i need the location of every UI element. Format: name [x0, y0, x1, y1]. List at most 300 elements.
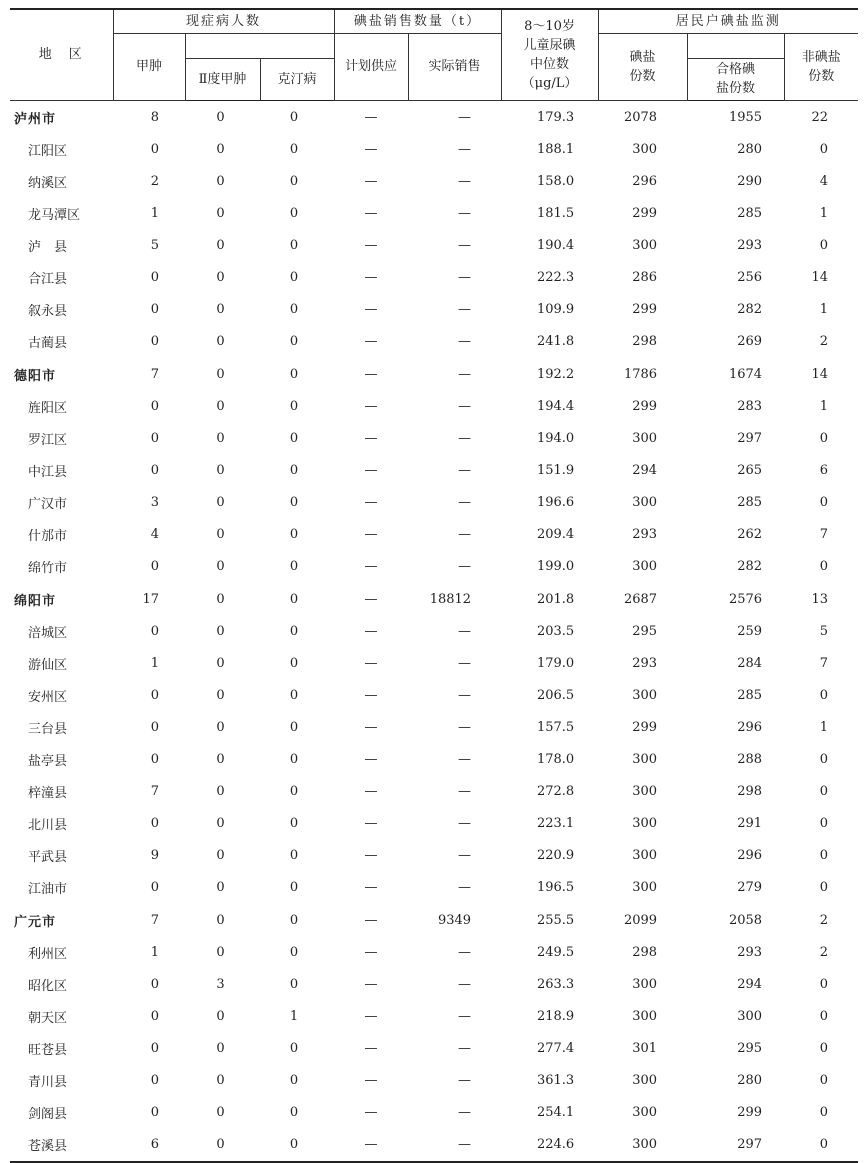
table-body	[10, 100, 858, 1162]
urine-iodine-cell: 201.8	[536, 591, 575, 607]
kashin-cell: 0	[289, 848, 299, 863]
region-cell: 涪城区	[28, 626, 68, 641]
region-cell: 江阳区	[28, 144, 68, 159]
header-qualified-line-2: 盐份数	[716, 81, 756, 96]
table-row	[10, 712, 858, 744]
goiter-cell: 6	[113, 1129, 185, 1162]
non-iodized-cell: 4	[819, 174, 829, 189]
non-iodized-cell: 2	[819, 945, 829, 960]
kashin-cell: 0	[289, 1105, 299, 1120]
region-cell: 平武县	[28, 850, 68, 865]
qualified-count-cell: 295	[737, 1041, 763, 1056]
city-row	[10, 583, 858, 616]
actual-cell: —	[458, 559, 472, 574]
urine-iodine-cell: 109.9	[536, 302, 575, 317]
goiter-ii-cell: 0	[216, 431, 225, 446]
actual-cell: —	[458, 752, 472, 767]
urine-iodine-cell: 241.8	[536, 334, 575, 349]
goiter-ii-cell: 0	[216, 1009, 225, 1024]
table-row	[10, 872, 858, 904]
goiter-ii-cell: 0	[216, 848, 225, 863]
region-cell: 江油市	[28, 882, 68, 897]
planned-cell: —	[334, 1129, 408, 1162]
goiter-cell: 17	[142, 591, 159, 607]
kashin-cell: 0	[289, 816, 299, 831]
non-iodized-cell: 0	[819, 559, 829, 574]
non-iodized-cell: 0	[819, 495, 829, 510]
actual-cell: 18812	[429, 591, 472, 607]
actual-cell: —	[458, 399, 472, 414]
goiter-cell: 7	[150, 366, 159, 382]
planned-cell: —	[364, 238, 378, 253]
region-cell: 昭化区	[28, 979, 68, 994]
kashin-cell: 0	[289, 559, 299, 574]
header-goiter-subgroup	[185, 33, 334, 58]
iodized-count-cell: 295	[632, 624, 658, 639]
non-iodized-cell: 1	[819, 302, 829, 317]
city-row	[10, 358, 858, 391]
qualified-count-cell: 300	[737, 1009, 763, 1024]
table-row	[10, 519, 858, 551]
urine-iodine-cell: 249.5	[536, 945, 575, 960]
goiter-cell: 0	[150, 270, 159, 285]
kashin-cell: 1	[289, 1009, 299, 1024]
header-non-line-1: 非碘盐	[801, 49, 841, 65]
iodized-count-cell: 300	[632, 977, 658, 992]
kashin-cell: 0	[289, 495, 299, 510]
goiter-cell: 3	[150, 495, 159, 510]
planned-cell: —	[364, 912, 378, 928]
goiter-cell: 8	[150, 109, 159, 125]
urine-iodine-cell: 194.4	[536, 399, 575, 414]
non-iodized-cell: 13	[811, 591, 829, 607]
urine-iodine-cell: 224.6	[501, 1129, 598, 1162]
iodized-count-cell: 300	[632, 495, 658, 510]
planned-cell: —	[364, 752, 378, 767]
goiter-cell: 0	[150, 431, 159, 446]
urine-iodine-cell: 254.1	[536, 1105, 575, 1120]
table-row	[10, 937, 858, 969]
city-row	[10, 100, 858, 134]
iodized-count-cell: 300	[632, 752, 658, 767]
goiter-ii-cell: 0	[216, 366, 225, 382]
kashin-cell: 0	[289, 752, 299, 767]
goiter-ii-cell: 0	[216, 559, 225, 574]
goiter-ii-cell: 0	[216, 174, 225, 189]
actual-cell: —	[458, 1041, 472, 1056]
iodized-count-cell: 300	[632, 848, 658, 863]
goiter-ii-cell: 0	[216, 656, 225, 671]
table-row	[10, 294, 858, 326]
goiter-ii-cell: 0	[216, 527, 225, 542]
goiter-cell: 0	[150, 1041, 159, 1056]
goiter-ii-cell: 0	[185, 1129, 260, 1162]
iodized-count-cell: 300	[632, 559, 658, 574]
header-urine-line-1: 8～10岁	[524, 18, 575, 34]
goiter-cell: 1	[150, 206, 159, 221]
qualified-count-cell: 280	[737, 1073, 763, 1088]
goiter-ii-cell: 0	[216, 302, 225, 317]
urine-iodine-cell: 203.5	[536, 624, 575, 639]
goiter-ii-cell: 0	[216, 591, 225, 607]
iodized-count-cell: 300	[632, 816, 658, 831]
urine-iodine-cell: 179.3	[536, 109, 575, 125]
goiter-ii-cell: 0	[216, 270, 225, 285]
goiter-cell: 0	[150, 302, 159, 317]
urine-iodine-cell: 192.2	[536, 366, 575, 382]
goiter-ii-cell: 3	[216, 977, 225, 992]
goiter-ii-cell: 0	[216, 1041, 225, 1056]
region-cell: 广元市	[14, 914, 57, 930]
table-row	[10, 487, 858, 519]
qualified-count-cell: 290	[737, 174, 763, 189]
qualified-count-cell: 283	[737, 399, 763, 414]
qualified-count-cell: 291	[737, 816, 763, 831]
iodized-count-cell: 299	[632, 399, 658, 414]
qualified-count-cell: 2058	[728, 912, 763, 928]
planned-cell: —	[364, 174, 378, 189]
urine-iodine-cell: 361.3	[536, 1073, 575, 1088]
kashin-cell: 0	[289, 591, 299, 607]
urine-iodine-cell: 188.1	[536, 142, 575, 157]
header-qualified-spacer	[687, 33, 784, 58]
kashin-cell: 0	[289, 688, 299, 703]
goiter-ii-cell: 0	[216, 334, 225, 349]
urine-iodine-cell: 218.9	[536, 1009, 575, 1024]
goiter-ii-cell: 0	[216, 238, 225, 253]
actual-cell: —	[458, 848, 472, 863]
header-cases-group: 现症病人数	[113, 9, 334, 33]
qualified-count-cell: 282	[737, 559, 763, 574]
goiter-cell: 0	[150, 1009, 159, 1024]
table-row	[10, 776, 858, 808]
kashin-cell: 0	[289, 945, 299, 960]
iodized-count-cell: 299	[632, 206, 658, 221]
table-row	[10, 1065, 858, 1097]
goiter-ii-cell: 0	[216, 206, 225, 221]
table-row	[10, 648, 858, 680]
region-cell: 绵竹市	[28, 561, 68, 576]
qualified-count-cell: 294	[737, 977, 763, 992]
iodized-count-cell: 299	[632, 302, 658, 317]
actual-cell: —	[458, 977, 472, 992]
urine-iodine-cell: 223.1	[536, 816, 575, 831]
non-iodized-cell: 2	[819, 912, 829, 928]
goiter-cell: 0	[150, 720, 159, 735]
urine-iodine-cell: 157.5	[536, 720, 575, 735]
table-row	[10, 551, 858, 583]
table-row	[10, 840, 858, 872]
kashin-cell: 0	[260, 1129, 334, 1162]
header-urine-line-2: 儿童尿碘	[523, 37, 576, 53]
kashin-cell: 0	[289, 109, 299, 125]
region-cell: 什邡市	[28, 529, 68, 544]
planned-cell: —	[364, 784, 378, 799]
header-kashin: 克汀病	[260, 58, 334, 100]
header-iodized-count	[598, 33, 687, 100]
goiter-cell: 5	[150, 238, 159, 253]
goiter-ii-cell: 0	[216, 399, 225, 414]
non-iodized-cell: 1	[819, 399, 829, 414]
city-row	[10, 904, 858, 937]
qualified-count-cell: 269	[737, 334, 763, 349]
non-iodized-cell: 0	[819, 1073, 829, 1088]
header-goiter-ii: Ⅱ度甲肿	[185, 58, 260, 100]
actual-cell: —	[458, 270, 472, 285]
header-non-iodized	[784, 33, 858, 100]
header-sales-group: 碘盐销售数量（t）	[334, 9, 501, 33]
non-iodized-cell: 0	[819, 1009, 829, 1024]
goiter-cell: 1	[150, 945, 159, 960]
actual-cell: —	[458, 720, 472, 735]
goiter-ii-cell: 0	[216, 463, 225, 478]
goiter-cell: 0	[150, 816, 159, 831]
header-qualified	[687, 58, 784, 100]
urine-iodine-cell: 206.5	[536, 688, 575, 703]
region-cell: 泸 县	[28, 240, 68, 255]
table-row	[10, 1033, 858, 1065]
qualified-count-cell: 279	[737, 880, 763, 895]
goiter-ii-cell: 0	[216, 945, 225, 960]
header-monitor-group: 居民户碘盐监测	[598, 9, 858, 33]
qualified-count-cell: 265	[737, 463, 763, 478]
goiter-cell: 0	[150, 463, 159, 478]
kashin-cell: 0	[289, 366, 299, 382]
region-cell: 剑阁县	[28, 1107, 68, 1122]
qualified-count-cell: 259	[737, 624, 763, 639]
iodized-count-cell: 294	[632, 463, 658, 478]
goiter-cell: 1	[150, 656, 159, 671]
kashin-cell: 0	[289, 270, 299, 285]
region-cell: 纳溪区	[28, 176, 68, 191]
kashin-cell: 0	[289, 334, 299, 349]
urine-iodine-cell: 255.5	[536, 912, 575, 928]
planned-cell: —	[364, 559, 378, 574]
qualified-count-cell: 293	[737, 238, 763, 253]
kashin-cell: 0	[289, 720, 299, 735]
region-cell: 合江县	[28, 272, 68, 287]
iodized-count-cell: 300	[632, 880, 658, 895]
qualified-count-cell: 285	[737, 688, 763, 703]
urine-iodine-cell: 178.0	[536, 752, 575, 767]
non-iodized-cell: 22	[811, 109, 829, 125]
qualified-count-cell: 2576	[728, 591, 763, 607]
kashin-cell: 0	[289, 880, 299, 895]
goiter-cell: 0	[150, 688, 159, 703]
goiter-cell: 0	[150, 977, 159, 992]
goiter-cell: 0	[150, 1105, 159, 1120]
goiter-cell: 0	[150, 399, 159, 414]
region-cell: 北川县	[28, 818, 68, 833]
qualified-count-cell: 296	[737, 848, 763, 863]
iodized-count-cell: 300	[632, 431, 658, 446]
goiter-ii-cell: 0	[216, 784, 225, 799]
non-iodized-cell: 14	[811, 270, 829, 285]
planned-cell: —	[364, 206, 378, 221]
planned-cell: —	[364, 1073, 378, 1088]
non-iodized-cell: 0	[819, 238, 829, 253]
region-cell: 德阳市	[14, 368, 57, 384]
urine-iodine-cell: 263.3	[536, 977, 575, 992]
urine-iodine-cell: 220.9	[536, 848, 575, 863]
planned-cell: —	[364, 656, 378, 671]
iodized-count-cell: 300	[632, 1009, 658, 1024]
qualified-count-cell: 288	[737, 752, 763, 767]
iodized-count-cell: 1786	[623, 366, 658, 382]
kashin-cell: 0	[289, 302, 299, 317]
region-cell: 罗江区	[28, 433, 68, 448]
kashin-cell: 0	[289, 399, 299, 414]
planned-cell: —	[364, 109, 378, 125]
table-row	[10, 326, 858, 358]
table-row	[10, 134, 858, 166]
actual-cell: 9349	[437, 912, 472, 928]
non-iodized-cell: 0	[819, 816, 829, 831]
planned-cell: —	[364, 142, 378, 157]
non-iodized-cell: 0	[819, 688, 829, 703]
iodized-count-cell: 300	[632, 688, 658, 703]
iodine-report-table-wrapper	[10, 8, 858, 1163]
non-iodized-cell: 7	[819, 656, 829, 671]
qualified-count-cell: 293	[737, 945, 763, 960]
planned-cell: —	[364, 270, 378, 285]
kashin-cell: 0	[289, 527, 299, 542]
iodized-count-cell: 301	[632, 1041, 658, 1056]
table-row	[10, 391, 858, 423]
non-iodized-cell: 14	[811, 366, 829, 382]
goiter-ii-cell: 0	[216, 752, 225, 767]
non-iodized-cell: 2	[819, 334, 829, 349]
goiter-cell: 4	[150, 527, 159, 542]
actual-cell: —	[458, 688, 472, 703]
kashin-cell: 0	[289, 431, 299, 446]
table-header	[10, 9, 858, 100]
goiter-ii-cell: 0	[216, 495, 225, 510]
non-iodized-cell: 0	[819, 880, 829, 895]
non-iodized-cell: 0	[819, 848, 829, 863]
goiter-ii-cell: 0	[216, 688, 225, 703]
qualified-count-cell: 256	[737, 270, 763, 285]
qualified-count-cell: 297	[687, 1129, 784, 1162]
kashin-cell: 0	[289, 463, 299, 478]
kashin-cell: 0	[289, 206, 299, 221]
non-iodized-cell: 0	[819, 1041, 829, 1056]
header-iodized-line-1: 碘盐	[629, 49, 656, 65]
urine-iodine-cell: 181.5	[536, 206, 575, 221]
urine-iodine-cell: 277.4	[536, 1041, 575, 1056]
goiter-cell: 0	[150, 880, 159, 895]
table-row	[10, 230, 858, 262]
non-iodized-cell: 6	[819, 463, 829, 478]
non-iodized-cell: 0	[819, 784, 829, 799]
urine-iodine-cell: 151.9	[536, 463, 575, 478]
planned-cell: —	[364, 527, 378, 542]
planned-cell: —	[364, 945, 378, 960]
actual-cell: —	[458, 334, 472, 349]
region-cell: 安州区	[28, 690, 68, 705]
actual-cell: —	[458, 1073, 472, 1088]
planned-cell: —	[364, 1105, 378, 1120]
planned-cell: —	[364, 302, 378, 317]
actual-cell: —	[458, 366, 472, 382]
table-row	[10, 1129, 858, 1162]
planned-cell: —	[364, 977, 378, 992]
region-cell: 泸州市	[14, 111, 57, 127]
kashin-cell: 0	[289, 238, 299, 253]
header-planned: 计划供应	[334, 33, 408, 100]
goiter-ii-cell: 0	[216, 624, 225, 639]
region-cell: 叙永县	[28, 304, 68, 319]
region-cell: 三台县	[28, 722, 68, 737]
iodized-count-cell: 2078	[623, 109, 658, 125]
planned-cell: —	[364, 463, 378, 478]
goiter-ii-cell: 0	[216, 142, 225, 157]
actual-cell: —	[458, 109, 472, 125]
actual-cell: —	[458, 206, 472, 221]
planned-cell: —	[364, 624, 378, 639]
header-urine-iodine	[501, 9, 598, 100]
goiter-cell: 0	[150, 142, 159, 157]
qualified-count-cell: 285	[737, 495, 763, 510]
region-cell: 龙马潭区	[28, 208, 81, 223]
qualified-count-cell: 282	[737, 302, 763, 317]
qualified-count-cell: 280	[737, 142, 763, 157]
planned-cell: —	[364, 848, 378, 863]
actual-cell: —	[458, 880, 472, 895]
qualified-count-cell: 285	[737, 206, 763, 221]
goiter-ii-cell: 0	[216, 1073, 225, 1088]
urine-iodine-cell: 179.0	[536, 656, 575, 671]
planned-cell: —	[364, 1009, 378, 1024]
planned-cell: —	[364, 334, 378, 349]
actual-cell: —	[458, 495, 472, 510]
table-row	[10, 680, 858, 712]
planned-cell: —	[364, 1041, 378, 1056]
non-iodized-cell: 0	[784, 1129, 858, 1162]
iodized-count-cell: 2099	[623, 912, 658, 928]
qualified-count-cell: 297	[737, 431, 763, 446]
urine-iodine-cell: 222.3	[536, 270, 575, 285]
goiter-ii-cell: 0	[216, 1105, 225, 1120]
actual-cell: —	[458, 945, 472, 960]
header-qualified-line-1: 合格碘	[716, 62, 756, 77]
urine-iodine-cell: 194.0	[536, 431, 575, 446]
urine-iodine-cell: 196.6	[536, 495, 575, 510]
non-iodized-cell: 1	[819, 720, 829, 735]
goiter-ii-cell: 0	[216, 912, 225, 928]
qualified-count-cell: 299	[737, 1105, 763, 1120]
iodized-count-cell: 299	[632, 720, 658, 735]
urine-iodine-cell: 272.8	[536, 784, 575, 799]
actual-cell: —	[458, 784, 472, 799]
goiter-cell: 7	[150, 784, 159, 799]
header-goiter: 甲肿	[113, 33, 185, 100]
urine-iodine-cell: 158.0	[536, 174, 575, 189]
non-iodized-cell: 0	[819, 142, 829, 157]
table-row	[10, 744, 858, 776]
planned-cell: —	[364, 816, 378, 831]
actual-cell: —	[458, 142, 472, 157]
kashin-cell: 0	[289, 912, 299, 928]
non-iodized-cell: 7	[819, 527, 829, 542]
table-row	[10, 262, 858, 294]
region-cell: 利州区	[28, 947, 68, 962]
planned-cell: —	[364, 366, 378, 382]
qualified-count-cell: 1674	[728, 366, 763, 382]
iodized-count-cell: 293	[632, 527, 658, 542]
kashin-cell: 0	[289, 1073, 299, 1088]
non-iodized-cell: 0	[819, 977, 829, 992]
